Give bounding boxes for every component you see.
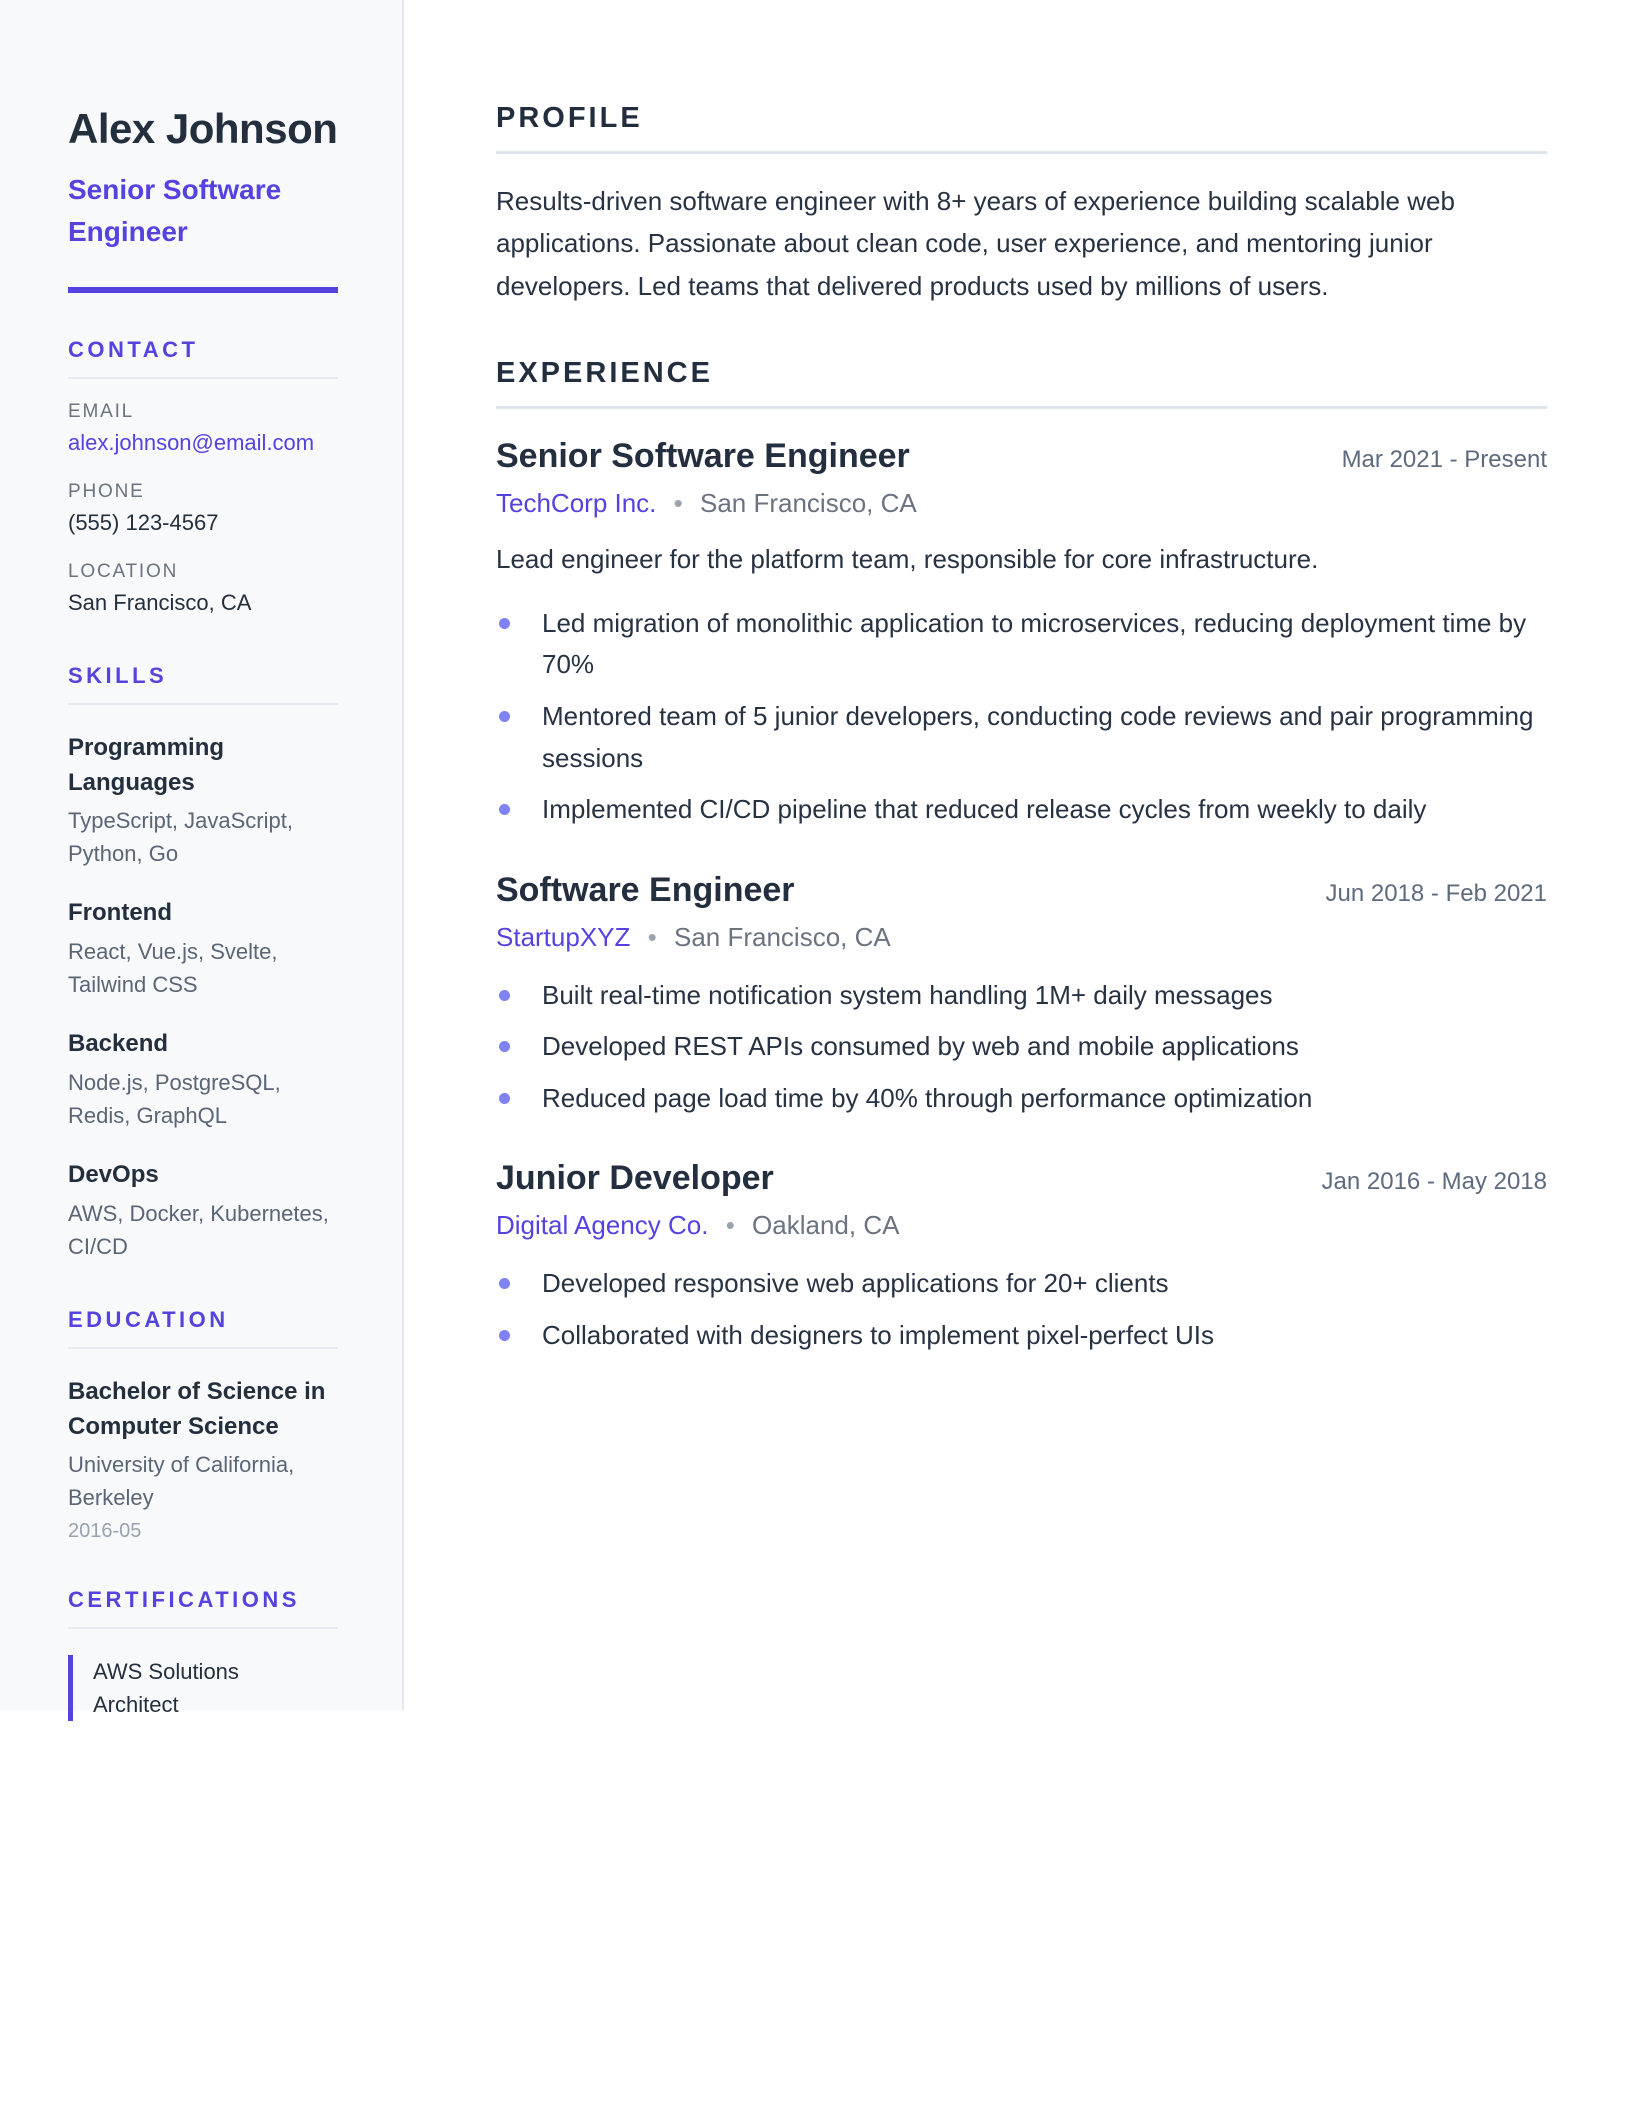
company-row — [496, 922, 1547, 953]
company-row — [496, 488, 1547, 519]
education-section — [68, 1307, 338, 1544]
contact-email-group — [68, 401, 338, 459]
certification-item: AWS Solutions Architect — [68, 1655, 300, 1721]
skill-items: TypeScript, JavaScript, Python, Go — [68, 808, 293, 867]
job-header — [496, 437, 1547, 476]
job-dates: Jun 2018 - Feb 2021 — [1325, 879, 1547, 907]
candidate-title: Senior Software Engineer — [68, 174, 282, 248]
main-content — [404, 0, 1632, 1357]
job-description: Lead engineer for the platform team, responsible for core infrastructure. — [496, 544, 1319, 575]
email-link[interactable]: alex.johnson@email.com — [68, 430, 315, 456]
email-label: EMAIL — [68, 401, 135, 423]
education-heading: EDUCATION — [68, 1307, 338, 1349]
company-location: San Francisco, CA — [699, 488, 917, 519]
skills-section — [68, 663, 338, 1263]
company-location: Oakland, CA — [752, 1210, 900, 1241]
job-bullets — [496, 975, 1547, 1120]
skill-group — [68, 1027, 338, 1132]
job-bullet: Built real-time notification system handling 1M+ daily messages — [496, 975, 1547, 1017]
skill-items: AWS, Docker, Kubernetes, CI/CD — [68, 1200, 329, 1259]
accent-divider — [68, 287, 338, 293]
contact-section — [68, 337, 338, 618]
profile-text: Results-driven software engineer with 8+ years of experience building scalable web applications. Passionate about clean code, user experience, and mentoring junior developers. Led teams that delivered products used by millions of users. — [496, 186, 1455, 301]
job-bullet: Mentored team of 5 junior developers, conducting code reviews and pair programming sessions — [496, 696, 1547, 779]
job-title: Senior Software Engineer — [496, 437, 910, 476]
skill-group — [68, 731, 338, 871]
skill-category: Frontend — [68, 899, 172, 927]
contact-heading: CONTACT — [68, 337, 338, 379]
education-school: University of California, Berkeley — [68, 1452, 295, 1511]
sidebar — [0, 0, 404, 1718]
skills-heading: SKILLS — [68, 663, 338, 705]
job-entry — [496, 437, 1547, 831]
job-bullets — [496, 1263, 1547, 1356]
skill-category: Backend — [68, 1030, 169, 1058]
skill-category: DevOps — [68, 1160, 159, 1188]
company-separator: • — [725, 1210, 735, 1241]
job-title: Software Engineer — [496, 870, 795, 909]
education-degree: Bachelor of Science in Computer Science — [68, 1377, 326, 1440]
profile-heading: PROFILE — [496, 102, 1547, 154]
contact-location-group — [68, 561, 338, 619]
job-header — [496, 1159, 1547, 1198]
skill-group — [68, 1158, 338, 1263]
job-dates: Jan 2016 - May 2018 — [1321, 1168, 1547, 1196]
skill-group — [68, 896, 338, 1001]
certifications-heading: CERTIFICATIONS — [68, 1587, 338, 1629]
job-dates: Mar 2021 - Present — [1341, 446, 1547, 474]
job-bullet: Implemented CI/CD pipeline that reduced release cycles from weekly to daily — [496, 789, 1547, 831]
location-label: LOCATION — [68, 560, 179, 582]
company-separator: • — [647, 921, 657, 952]
job-bullet: Developed REST APIs consumed by web and mobile applications — [496, 1026, 1547, 1068]
job-entry — [496, 871, 1547, 1120]
education-date: 2016-05 — [68, 1520, 142, 1543]
experience-section — [496, 357, 1547, 1357]
skill-items: React, Vue.js, Svelte, Tailwind CSS — [68, 939, 278, 998]
job-bullet: Led migration of monolithic application to microservices, reducing deployment time by 70% — [496, 603, 1547, 686]
location-value: San Francisco, CA — [68, 589, 252, 615]
job-bullet: Reduced page load time by 40% through performance optimization — [496, 1078, 1547, 1120]
candidate-name: Alex Johnson — [68, 105, 338, 152]
job-bullet: Collaborated with designers to implement pixel-perfect UIs — [496, 1315, 1547, 1357]
company-link[interactable]: Digital Agency Co. — [496, 1210, 709, 1241]
phone-label: PHONE — [68, 481, 145, 503]
company-link[interactable]: StartupXYZ — [496, 921, 631, 952]
experience-heading: EXPERIENCE — [496, 357, 1547, 409]
skill-category: Programming Languages — [68, 733, 225, 796]
company-separator: • — [673, 488, 683, 519]
company-link[interactable]: TechCorp Inc. — [496, 488, 657, 519]
job-bullet: Developed responsive web applications for 20+ clients — [496, 1263, 1547, 1305]
phone-value: (555) 123-4567 — [68, 510, 219, 536]
certifications-section — [68, 1587, 338, 1721]
job-title: Junior Developer — [496, 1159, 774, 1198]
job-header — [496, 871, 1547, 910]
company-row — [496, 1210, 1547, 1241]
contact-phone-group — [68, 481, 338, 539]
profile-section — [496, 102, 1547, 307]
company-location: San Francisco, CA — [673, 921, 891, 952]
job-bullets — [496, 603, 1547, 831]
job-entry — [496, 1159, 1547, 1356]
skill-items: Node.js, PostgreSQL, Redis, GraphQL — [68, 1069, 281, 1128]
